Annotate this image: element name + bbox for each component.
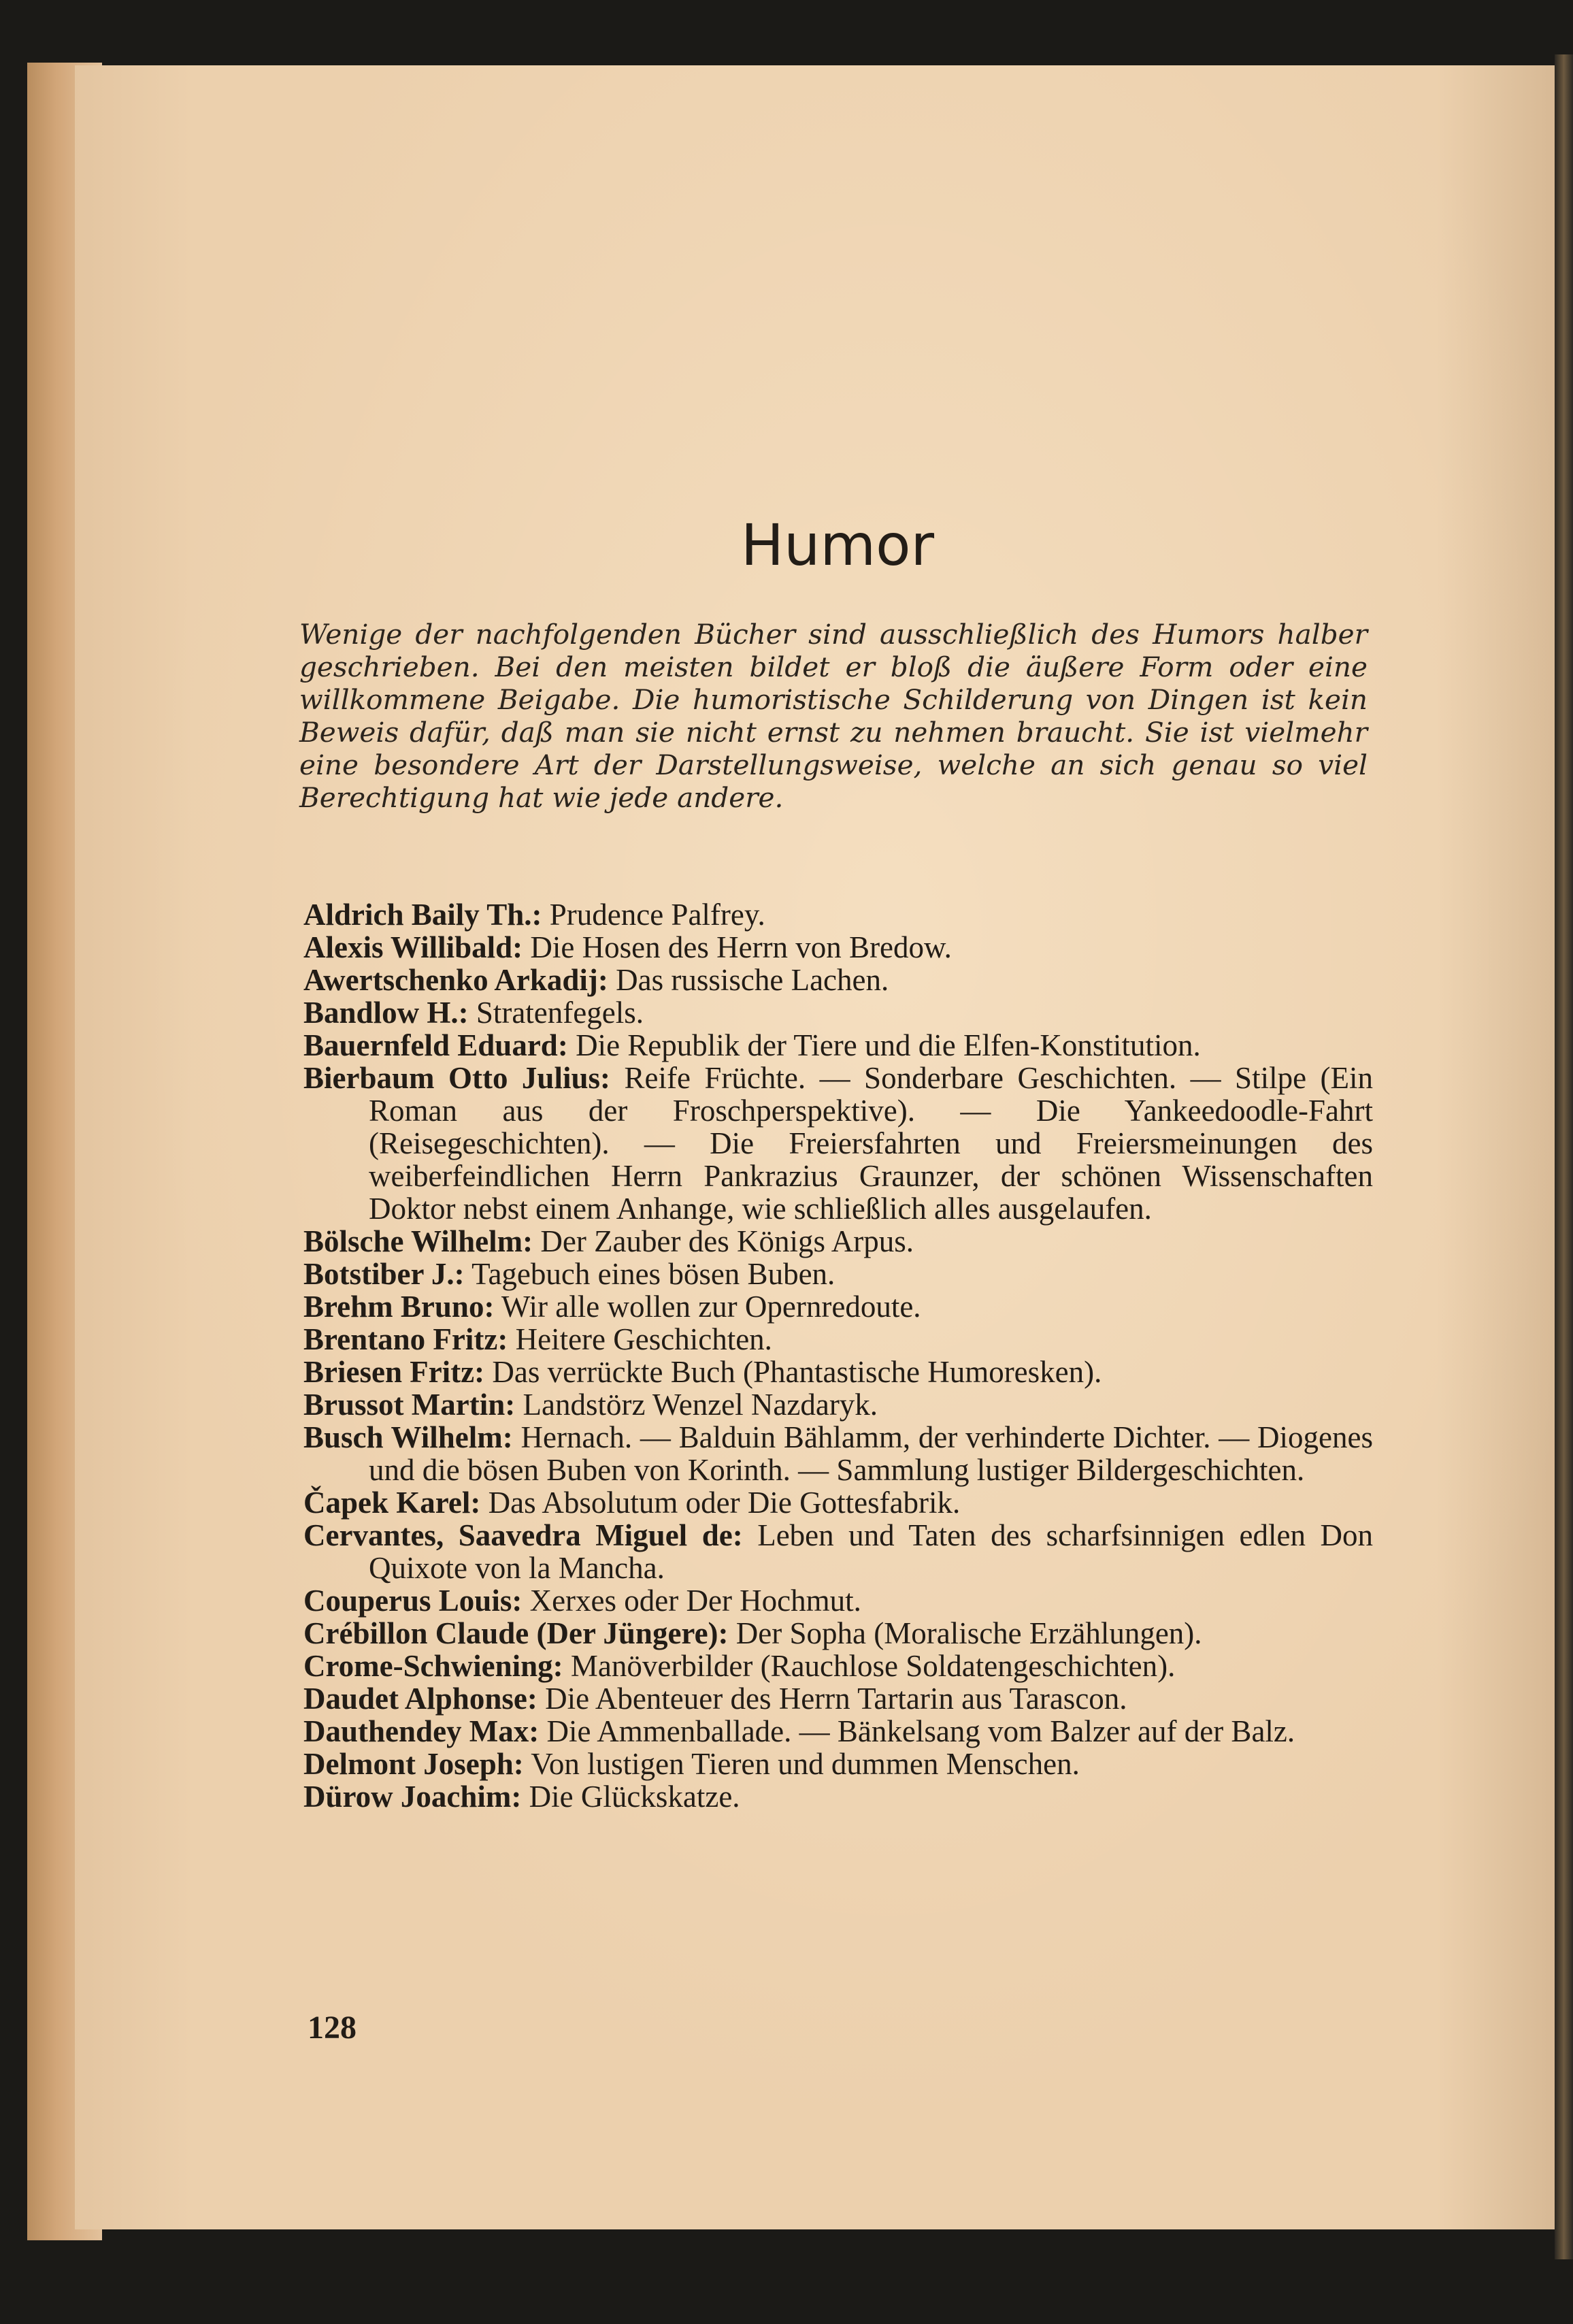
list-item — [303, 1225, 1373, 1258]
list-item — [303, 996, 1373, 1029]
work-titles: Das russische Lachen. — [616, 963, 889, 997]
list-item — [303, 1780, 1373, 1813]
list-item — [303, 931, 1373, 964]
author-name: Couperus Louis: — [303, 1584, 523, 1618]
author-name: Dürow Joachim: — [303, 1780, 522, 1814]
work-titles: Leben und Taten des scharfsinnigen edlen Don Quixote von la Mancha. — [369, 1518, 1374, 1585]
author-name: Bauernfeld Eduard: — [303, 1028, 568, 1062]
list-item — [303, 1388, 1373, 1421]
work-titles: Von lustigen Tieren und dummen Menschen. — [531, 1747, 1080, 1781]
author-name: Čapek Karel: — [303, 1486, 481, 1520]
page-number: 128 — [308, 2010, 357, 2046]
work-titles: Tagebuch eines bösen Buben. — [471, 1257, 835, 1291]
work-titles: Wir alle wollen zur Opernredoute. — [501, 1290, 921, 1324]
author-name: Bierbaum Otto Julius: — [303, 1061, 610, 1095]
list-item — [303, 1356, 1373, 1388]
work-titles: Die Ammenballade. — Bänkelsang vom Balzer auf der Balz. — [546, 1714, 1295, 1748]
work-titles: Landstörz Wenzel Nazdaryk. — [523, 1388, 878, 1422]
author-name: Aldrich Baily Th.: — [303, 898, 542, 932]
author-name: Alexis Willibald: — [303, 930, 523, 964]
author-name: Crome-Schwiening: — [303, 1649, 563, 1683]
list-item — [303, 1617, 1373, 1650]
list-item — [303, 1650, 1373, 1682]
work-titles: Heitere Geschichten. — [515, 1322, 772, 1356]
author-name: Dauthendey Max: — [303, 1714, 540, 1748]
list-item — [303, 1323, 1373, 1356]
list-item — [303, 1258, 1373, 1290]
list-item — [303, 1486, 1373, 1519]
list-item — [303, 1748, 1373, 1780]
section-heading: Humor — [740, 512, 935, 578]
work-titles: Der Zauber des Königs Arpus. — [540, 1224, 914, 1258]
work-titles: Xerxes oder Der Hochmut. — [529, 1584, 861, 1618]
intro-paragraph: Wenige der nachfolgenden Bücher sind ausschließlich des Humors halber geschrieben. Bei den meisten bildet er bloß die äußere Form oder eine willkommene Beigabe. Die humoristische Schilderung von Dingen ist kein Beweis dafür, daß man sie nicht ernst zu nehmen braucht. Sie ist vielmehr eine besondere Art der Darstellungsweise, welche an sich genau so viel Berechtigung hat wie jede andere. — [299, 618, 1368, 814]
list-item — [303, 1584, 1373, 1617]
list-item — [303, 1290, 1373, 1323]
work-titles: Die Hosen des Herrn von Bredow. — [530, 930, 952, 964]
bibliography-list — [303, 898, 1373, 1813]
work-titles: Das verrückte Buch (Phantastische Humoresken). — [492, 1355, 1102, 1389]
list-item — [303, 1682, 1373, 1715]
work-titles: Prudence Palfrey. — [549, 898, 765, 932]
author-name: Delmont Joseph: — [303, 1747, 524, 1781]
author-name: Cervantes, Saavedra Miguel de: — [303, 1518, 743, 1552]
work-titles: Hernach. — Balduin Bählamm, der verhinderte Dichter. — Diogenes und die bösen Buben von Korinth. — Sammlung lustiger Bildergeschichten. — [369, 1420, 1374, 1487]
list-item — [303, 964, 1373, 996]
work-titles: Reife Früchte. — Sonderbare Geschichten. — Stilpe (Ein Roman aus der Froschperspektive). — Die Yankeedoodle-Fahrt (Reisegeschichten). — Die Freiersfahrten und Freiersmeinungen des weiberfeindlichen Herrn Pankrazius Graunzer, der schönen Wissenschaften Doktor nebst einem Anhange, wie schließlich alles ausgelaufen. — [369, 1061, 1373, 1226]
work-titles: Manöverbilder (Rauchlose Soldatengeschichten). — [570, 1649, 1176, 1683]
list-item — [303, 1715, 1373, 1748]
work-titles: Der Sopha (Moralische Erzählungen). — [735, 1616, 1202, 1650]
author-name: Brussot Martin: — [303, 1388, 516, 1422]
binding-edge — [1555, 54, 1573, 2259]
list-item — [303, 898, 1373, 931]
author-name: Crébillon Claude (Der Jüngere): — [303, 1616, 729, 1650]
author-name: Daudet Alphonse: — [303, 1682, 537, 1716]
work-titles: Die Glückskatze. — [529, 1780, 740, 1814]
author-name: Brehm Bruno: — [303, 1290, 495, 1324]
work-titles: Die Abenteuer des Herrn Tartarin aus Tarascon. — [545, 1682, 1127, 1716]
author-name: Brentano Fritz: — [303, 1322, 508, 1356]
author-name: Bandlow H.: — [303, 996, 469, 1030]
work-titles: Stratenfegels. — [476, 996, 644, 1030]
author-name: Bölsche Wilhelm: — [303, 1224, 533, 1258]
author-name: Briesen Fritz: — [303, 1355, 485, 1389]
work-titles: Das Absolutum oder Die Gottesfabrik. — [488, 1486, 961, 1520]
author-name: Botstiber J.: — [303, 1257, 465, 1291]
list-item — [303, 1029, 1373, 1062]
author-name: Awertschenko Arkadij: — [303, 963, 608, 997]
list-item — [303, 1421, 1373, 1486]
author-name: Busch Wilhelm: — [303, 1420, 513, 1454]
list-item — [303, 1519, 1373, 1584]
work-titles: Die Republik der Tiere und die Elfen-Konstitution. — [576, 1028, 1201, 1062]
list-item — [303, 1062, 1373, 1225]
